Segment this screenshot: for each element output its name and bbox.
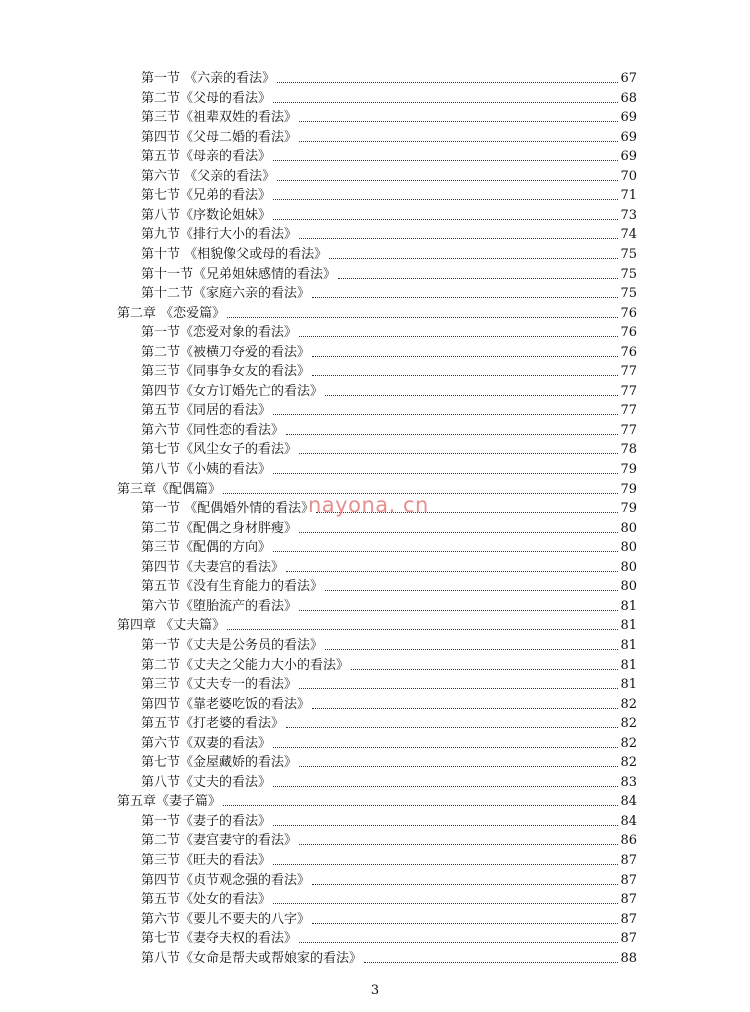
- toc-entry-page: 87: [620, 872, 637, 888]
- toc-section-entry: [141, 108, 637, 127]
- toc-entry-page: 74: [620, 227, 637, 243]
- dot-leader: [227, 317, 618, 318]
- toc-entry-page: 67: [620, 71, 637, 86]
- toc-entry-title: 第八节《小姨的看法》: [141, 462, 272, 477]
- toc-entry-title: 第三节《旺夫的看法》: [141, 853, 272, 868]
- toc-section-entry: [141, 597, 637, 616]
- toc-entry-title: 第十一节《兄弟姐妹感情的看法》: [141, 266, 337, 282]
- dot-leader: [329, 258, 618, 259]
- toc-entry-page: 76: [620, 344, 637, 360]
- dot-leader: [273, 903, 618, 904]
- dot-leader: [277, 82, 618, 83]
- toc-entry-title: 第三章《配偶篇》: [117, 481, 222, 497]
- dot-leader: [299, 610, 618, 611]
- toc-entry-page: 82: [620, 755, 637, 771]
- toc-entry-page: 73: [620, 207, 637, 223]
- dot-leader: [299, 766, 618, 767]
- toc-entry-title: 第四章 《丈夫篇》: [117, 618, 226, 634]
- dot-leader: [312, 708, 618, 709]
- dot-leader: [273, 102, 618, 103]
- toc-entry-page: 87: [620, 853, 637, 868]
- toc-entry-page: 78: [620, 442, 637, 458]
- dot-leader: [299, 453, 618, 454]
- toc-entry-page: 77: [620, 364, 637, 380]
- toc-entry-page: 87: [620, 911, 637, 927]
- dot-leader: [299, 336, 618, 337]
- toc-entry-page: 84: [620, 794, 637, 810]
- toc-entry-page: 69: [620, 149, 637, 165]
- toc-section-entry: [141, 167, 637, 186]
- dot-leader: [351, 669, 618, 670]
- toc-entry-title: 第六节《同性恋的看法》: [141, 422, 285, 438]
- toc-entry-page: 76: [620, 325, 637, 341]
- toc-entry-title: 第七节《兄弟的看法》: [141, 188, 272, 204]
- toc-entry-page: 88: [620, 950, 637, 966]
- toc-section-entry: [141, 949, 637, 968]
- toc-entry-title: 第二节《妻宫妻守的看法》: [141, 833, 298, 849]
- toc-entry-title: 第六节 《父亲的看法》: [141, 168, 276, 184]
- toc-section-entry: [141, 656, 637, 675]
- toc-section-entry: [141, 558, 637, 577]
- toc-section-entry: [141, 773, 637, 792]
- toc-section-entry: [141, 147, 637, 166]
- toc-section-entry: [141, 812, 637, 831]
- toc-entry-page: 68: [620, 90, 637, 106]
- dot-leader: [273, 786, 618, 787]
- toc-entry-title: 第一节《妻子的看法》: [141, 813, 272, 829]
- toc-entry-page: 87: [620, 931, 637, 947]
- toc-entry-page: 87: [620, 892, 637, 908]
- toc-entry-title: 第二章 《恋爱篇》: [117, 305, 226, 321]
- toc-entry-page: 77: [620, 422, 637, 438]
- toc-entry-page: 81: [620, 618, 637, 634]
- dot-leader: [312, 297, 618, 298]
- toc-entry-page: 79: [620, 462, 637, 477]
- toc-section-entry: [141, 871, 637, 890]
- dot-leader: [338, 278, 618, 279]
- toc-entry-page: 80: [620, 579, 637, 595]
- toc-section-entry: [141, 128, 637, 147]
- toc-chapter-entry: [117, 792, 637, 811]
- dot-leader: [277, 180, 618, 181]
- toc-entry-page: 82: [620, 696, 637, 712]
- toc-section-entry: [141, 343, 637, 362]
- dot-leader: [364, 962, 618, 963]
- toc-entry-page: 80: [620, 520, 637, 536]
- toc-entry-title: 第三节《同事争女友的看法》: [141, 364, 311, 380]
- toc-entry-title: 第四节《父母二婚的看法》: [141, 129, 298, 145]
- toc-section-entry: [141, 440, 637, 459]
- dot-leader: [312, 356, 618, 357]
- dot-leader: [273, 825, 618, 826]
- toc-entry-title: 第一节 《六亲的看法》: [141, 71, 276, 86]
- dot-leader: [273, 160, 618, 161]
- toc-section-entry: [141, 362, 637, 381]
- toc-section-entry: [141, 401, 637, 420]
- dot-leader: [273, 473, 618, 474]
- toc-entry-page: 80: [620, 559, 637, 575]
- toc-entry-title: 第五节《母亲的看法》: [141, 149, 272, 165]
- toc-section-entry: [141, 636, 637, 655]
- toc-entry-page: 81: [620, 637, 637, 653]
- toc-entry-title: 第三节《丈夫专一的看法》: [141, 677, 298, 693]
- toc-entry-title: 第二节《丈夫之父能力大小的看法》: [141, 657, 350, 673]
- toc-section-entry: [141, 753, 637, 772]
- toc-section-entry: [141, 695, 637, 714]
- dot-leader: [299, 141, 618, 142]
- toc-entry-page: 75: [620, 286, 637, 302]
- page-number: 3: [370, 983, 380, 998]
- toc-section-entry: [141, 675, 637, 694]
- toc-entry-page: 80: [620, 540, 637, 556]
- toc-entry-page: 75: [620, 266, 637, 282]
- toc-entry-title: 第二节《被横刀夺爱的看法》: [141, 344, 311, 360]
- toc-section-entry: [141, 265, 637, 284]
- toc-entry-title: 第七节《风尘女子的看法》: [141, 442, 298, 458]
- toc-entry-title: 第八节《序数论姐妹》: [141, 207, 272, 223]
- toc-section-entry: [141, 284, 637, 303]
- toc-section-entry: [141, 245, 637, 264]
- toc-entry-page: 81: [620, 677, 637, 693]
- toc-entry-title: 第八节《女命是帮夫或帮娘家的看法》: [141, 950, 363, 966]
- dot-leader: [273, 414, 618, 415]
- dot-leader: [227, 629, 618, 630]
- toc-entry-title: 第四节《女方订婚先亡的看法》: [141, 383, 324, 399]
- toc-entry-title: 第三节《祖辈双姓的看法》: [141, 110, 298, 126]
- toc-section-entry: [141, 206, 637, 225]
- toc-entry-title: 第八节《丈夫的看法》: [141, 774, 272, 790]
- toc-section-entry: [141, 186, 637, 205]
- dot-leader: [325, 590, 618, 591]
- dot-leader: [273, 551, 618, 552]
- toc-entry-title: 第七节《金屋藏娇的看法》: [141, 755, 298, 771]
- toc-section-entry: [141, 714, 637, 733]
- dot-leader: [312, 884, 618, 885]
- toc-section-entry: [141, 382, 637, 401]
- toc-entry-title: 第六节《要儿不要夫的八字》: [141, 911, 311, 927]
- toc-entry-page: 71: [620, 188, 637, 204]
- dot-leader: [273, 219, 618, 220]
- toc-entry-title: 第六节《堕胎流产的看法》: [141, 598, 298, 614]
- toc-section-entry: [141, 910, 637, 929]
- toc-section-entry: [141, 225, 637, 244]
- toc-entry-title: 第四节《夫妻宫的看法》: [141, 559, 285, 575]
- toc-section-entry: [141, 460, 637, 479]
- toc-section-entry: [141, 421, 637, 440]
- toc-entry-title: 第四节《贞节观念强的看法》: [141, 872, 311, 888]
- toc-entry-page: 69: [620, 129, 637, 145]
- toc-section-entry: [141, 851, 637, 870]
- toc-entry-title: 第十节 《相貌像父或母的看法》: [141, 246, 328, 262]
- dot-leader: [273, 747, 618, 748]
- dot-leader: [325, 649, 618, 650]
- toc-entry-page: 75: [620, 246, 637, 262]
- dot-leader: [286, 434, 618, 435]
- toc-entry-title: 第二节《配偶之身材胖瘦》: [141, 520, 298, 536]
- toc-entry-page: 76: [620, 305, 637, 321]
- toc-entry-title: 第五节《打老婆的看法》: [141, 716, 285, 732]
- dot-leader: [299, 942, 618, 943]
- toc-entry-title: 第一节《恋爱对象的看法》: [141, 325, 298, 341]
- toc-entry-title: 第一节《丈夫是公务员的看法》: [141, 637, 324, 653]
- toc-section-entry: [141, 69, 637, 88]
- toc-section-entry: [141, 734, 637, 753]
- toc-entry-page: 79: [620, 501, 637, 517]
- toc-entry-page: 84: [620, 813, 637, 829]
- dot-leader: [299, 532, 618, 533]
- dot-leader: [325, 395, 618, 396]
- dot-leader: [299, 688, 618, 689]
- dot-leader: [299, 121, 618, 122]
- dot-leader: [299, 844, 618, 845]
- toc-entry-page: 81: [620, 657, 637, 673]
- toc-section-entry: [141, 890, 637, 909]
- toc-entry-title: 第六节《双妻的看法》: [141, 735, 272, 751]
- toc-entry-title: 第五章《妻子篇》: [117, 794, 222, 810]
- dot-leader: [273, 199, 618, 200]
- toc-entry-title: 第五节《没有生育能力的看法》: [141, 579, 324, 595]
- toc-entry-page: 70: [620, 168, 637, 184]
- toc-entry-title: 第九节《排行大小的看法》: [141, 227, 298, 243]
- toc-entry-page: 86: [620, 833, 637, 849]
- toc-entry-page: 82: [620, 716, 637, 732]
- toc-entry-page: 83: [620, 774, 637, 790]
- toc-section-entry: [141, 323, 637, 342]
- toc-entry-title: 第七节《妻夺夫权的看法》: [141, 931, 298, 947]
- toc-entry-title: 第三节《配偶的方向》: [141, 540, 272, 556]
- toc-section-entry: [141, 929, 637, 948]
- toc-entry-title: 第十二节《家庭六亲的看法》: [141, 286, 311, 302]
- toc-entry-page: 77: [620, 403, 637, 419]
- toc-section-entry: [141, 519, 637, 538]
- watermark: nayona. cn: [308, 493, 429, 517]
- toc-section-entry: [141, 89, 637, 108]
- toc-section-entry: [141, 577, 637, 596]
- dot-leader: [286, 571, 618, 572]
- dot-leader: [312, 375, 618, 376]
- dot-leader: [312, 923, 618, 924]
- toc-chapter-entry: [117, 616, 637, 635]
- toc-chapter-entry: [117, 304, 637, 323]
- toc-entry-page: 82: [620, 735, 637, 751]
- toc-entry-title: 第五节《同居的看法》: [141, 403, 272, 419]
- toc-entry-title: 第四节《靠老婆吃饭的看法》: [141, 696, 311, 712]
- toc-entry-page: 77: [620, 383, 637, 399]
- toc-entry-title: 第二节《父母的看法》: [141, 90, 272, 106]
- dot-leader: [286, 727, 618, 728]
- toc-section-entry: [141, 831, 637, 850]
- toc-section-entry: [141, 538, 637, 557]
- toc-entry-title: 第一节 《配偶婚外情的看法》: [141, 501, 315, 517]
- dot-leader: [273, 864, 618, 865]
- dot-leader: [223, 805, 618, 806]
- toc-entry-title: 第五节《处女的看法》: [141, 892, 272, 908]
- toc-entry-page: 79: [620, 481, 637, 497]
- dot-leader: [299, 238, 618, 239]
- toc-entry-page: 69: [620, 110, 637, 126]
- toc-entry-page: 81: [620, 598, 637, 614]
